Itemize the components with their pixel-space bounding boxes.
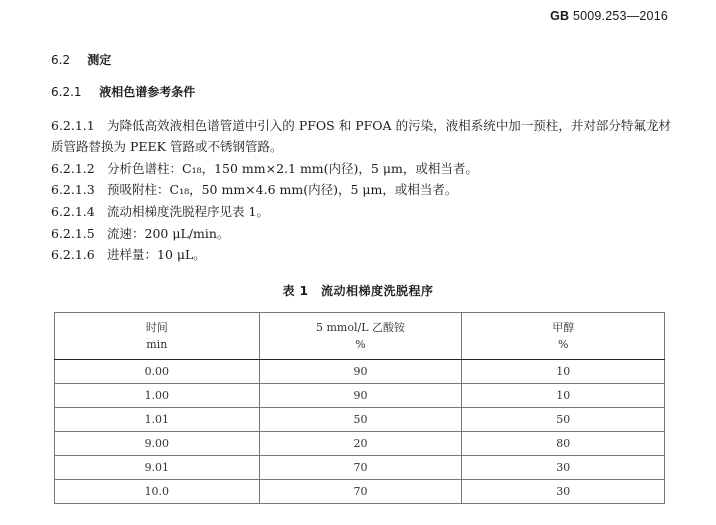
heading-6-2 [51, 52, 111, 68]
table-title: 表 1 流动相梯度洗脱程序 [282, 284, 434, 298]
table-cell: 0.00 [55, 360, 260, 384]
table-row [55, 408, 665, 432]
section-number: 6.2.1 [51, 85, 82, 99]
table-cell: 90 [259, 384, 462, 408]
standard-code [550, 9, 668, 23]
table-cell: 10.0 [55, 480, 260, 504]
section-number: 6.2 [51, 53, 71, 67]
table-cell: 9.00 [55, 432, 260, 456]
table-cell: 1.00 [55, 384, 260, 408]
section-number: 6.2.1.4 [51, 204, 95, 219]
section-title: 测定 [87, 53, 112, 67]
table-row [55, 480, 665, 504]
paragraph-6-2-1-1 [51, 115, 671, 157]
standard-number: 5009.253—2016 [572, 9, 668, 23]
table-cell: 10 [462, 384, 665, 408]
table-cell: 9.01 [55, 456, 260, 480]
section-number: 6.2.1.6 [51, 247, 95, 262]
table-cell: 30 [462, 480, 665, 504]
table-cell: 90 [259, 360, 462, 384]
section-number: 6.2.1.3 [51, 182, 95, 197]
column-header-ammonium-acetate [259, 313, 462, 360]
table-cell: 30 [462, 456, 665, 480]
table-cell: 50 [462, 408, 665, 432]
column-header-methanol [462, 313, 665, 360]
table-row [55, 456, 665, 480]
heading-6-2-1 [51, 84, 195, 100]
column-header-name: 5 mmol/L 乙酸铵 [316, 321, 406, 334]
column-header-name: 时间 [145, 321, 168, 334]
table-header-row [55, 313, 665, 360]
column-header-name: 甲醇 [552, 321, 575, 334]
section-number: 6.2.1.1 [51, 118, 95, 133]
paragraph-6-2-1-3 [51, 182, 457, 198]
paragraph-text: 进样量：10 μL。 [107, 247, 206, 262]
table-row [55, 432, 665, 456]
section-number: 6.2.1.5 [51, 226, 95, 241]
table-cell: 1.01 [55, 408, 260, 432]
paragraph-text: 流速：200 μL/min。 [107, 226, 230, 241]
column-header-unit: % [557, 338, 569, 351]
gradient-table [54, 312, 665, 504]
paragraph-text: 流动相梯度洗脱程序见表 1。 [107, 204, 269, 219]
section-title: 液相色谱参考条件 [99, 85, 196, 99]
table-cell: 50 [259, 408, 462, 432]
paragraph-6-2-1-5 [51, 226, 229, 242]
paragraph-6-2-1-4 [51, 204, 269, 220]
standard-prefix: GB [550, 9, 570, 23]
table-cell: 70 [259, 480, 462, 504]
section-number: 6.2.1.2 [51, 161, 95, 176]
table-cell: 10 [462, 360, 665, 384]
column-header-unit: % [355, 338, 366, 351]
column-header-unit: min [146, 338, 168, 351]
paragraph-text: 预吸附柱：C₁₈，50 mm×4.6 mm(内径)，5 μm，或相当者。 [107, 182, 458, 197]
table-row [55, 360, 665, 384]
paragraph-6-2-1-2 [51, 161, 478, 177]
table-cell: 80 [462, 432, 665, 456]
table-cell: 20 [259, 432, 462, 456]
paragraph-text: 为降低高效液相色谱管道中引入的 PFOS 和 PFOA 的污染，液相系统中加一预柱，并对部分特氟龙材质管路替换为 PEEK 管路或不锈钢管路。 [51, 118, 671, 154]
table-cell: 70 [259, 456, 462, 480]
column-header-time [55, 313, 260, 360]
table-row [55, 384, 665, 408]
paragraph-text: 分析色谱柱：C₁₈，150 mm×2.1 mm(内径)，5 μm，或相当者。 [107, 161, 478, 176]
paragraph-6-2-1-6 [51, 247, 206, 263]
